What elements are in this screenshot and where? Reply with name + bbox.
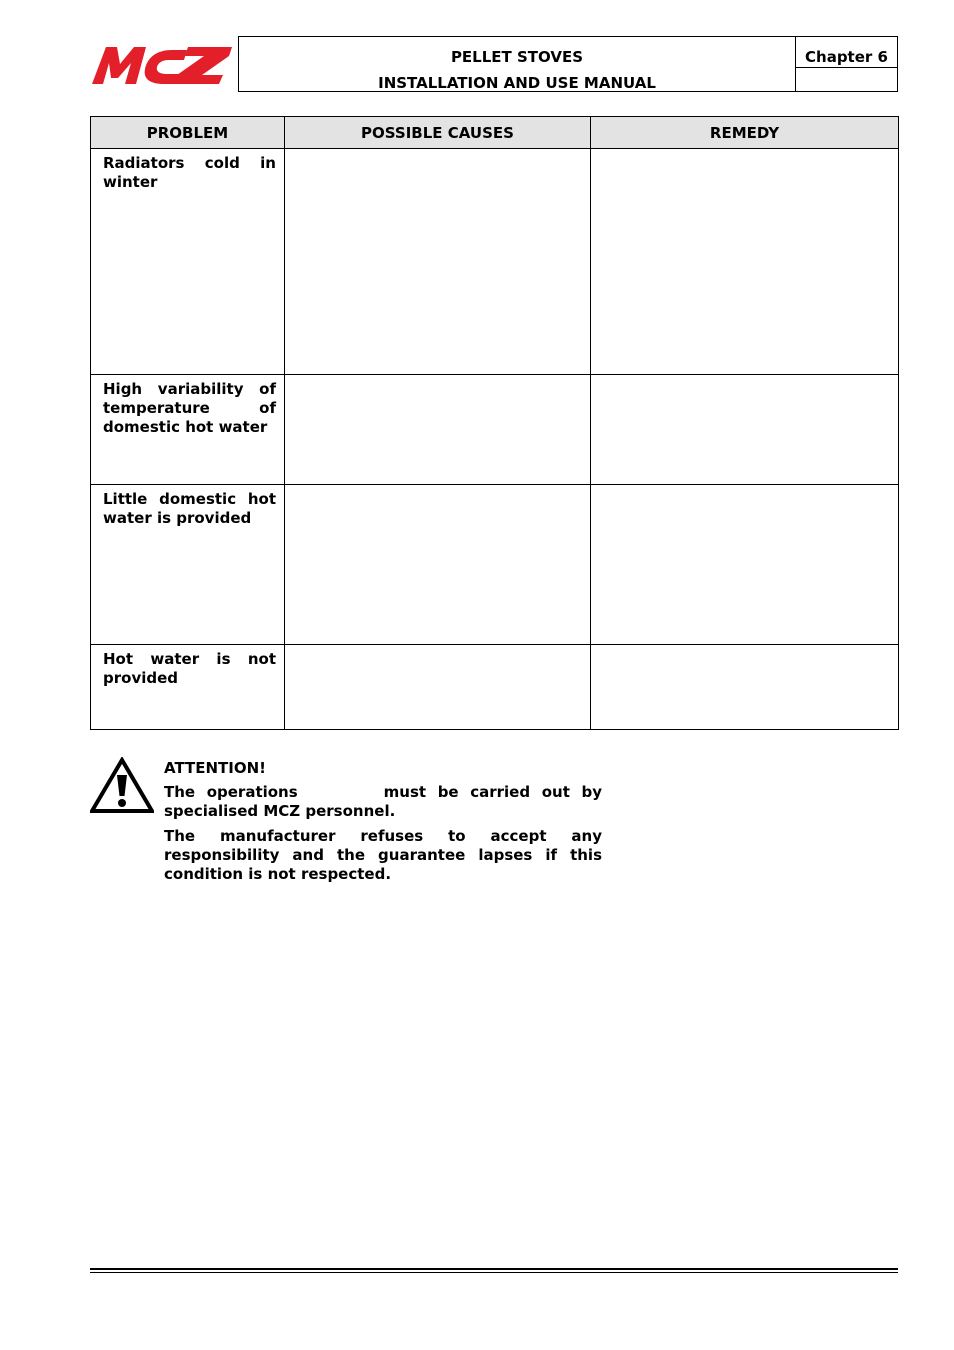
chapter-box xyxy=(795,36,898,92)
header-title: PELLET STOVES xyxy=(450,48,584,66)
attention-note xyxy=(164,759,602,884)
mcz-logo xyxy=(92,44,234,86)
causes-cell xyxy=(285,485,591,645)
attention-p1-end: must be carried out by specialised MCZ personnel. xyxy=(164,783,602,820)
attention-p1-start: The operations xyxy=(164,783,298,801)
remedy-cell xyxy=(591,485,899,645)
attention-paragraph-2: The manufacturer refuses to accept any responsibility and the guarantee lapses if this condition is not respected. xyxy=(164,827,602,883)
remedy-cell xyxy=(591,645,899,730)
causes-cell xyxy=(285,645,591,730)
footer-rule-thin xyxy=(90,1272,898,1273)
header-subtitle: INSTALLATION AND USE MANUAL xyxy=(378,74,656,92)
table-row xyxy=(91,485,899,645)
footer-rule xyxy=(90,1268,898,1270)
problem-cell: High variability of temperature of domestic hot water xyxy=(91,375,285,485)
causes-cell xyxy=(285,149,591,375)
warning-triangle-icon xyxy=(90,757,154,814)
header-title-box xyxy=(238,36,796,92)
troubleshooting-table xyxy=(90,116,899,730)
table-header-row xyxy=(91,117,899,149)
chapter-label: Chapter 6 xyxy=(805,48,888,66)
attention-title: ATTENTION! xyxy=(164,759,267,777)
problem-cell: Radiators cold in winter xyxy=(91,149,285,375)
table-row xyxy=(91,645,899,730)
column-header-problem: PROBLEM xyxy=(91,117,285,149)
table-row xyxy=(91,149,899,375)
remedy-cell xyxy=(591,375,899,485)
problem-cell: Hot water is not provided xyxy=(91,645,285,730)
causes-cell xyxy=(285,375,591,485)
table-row xyxy=(91,375,899,485)
column-header-causes: POSSIBLE CAUSES xyxy=(285,117,591,149)
column-header-remedy: REMEDY xyxy=(591,117,899,149)
problem-cell: Little domestic hot water is provided xyxy=(91,485,285,645)
attention-paragraph-1 xyxy=(164,783,602,821)
chapter-divider xyxy=(796,67,897,68)
remedy-cell xyxy=(591,149,899,375)
